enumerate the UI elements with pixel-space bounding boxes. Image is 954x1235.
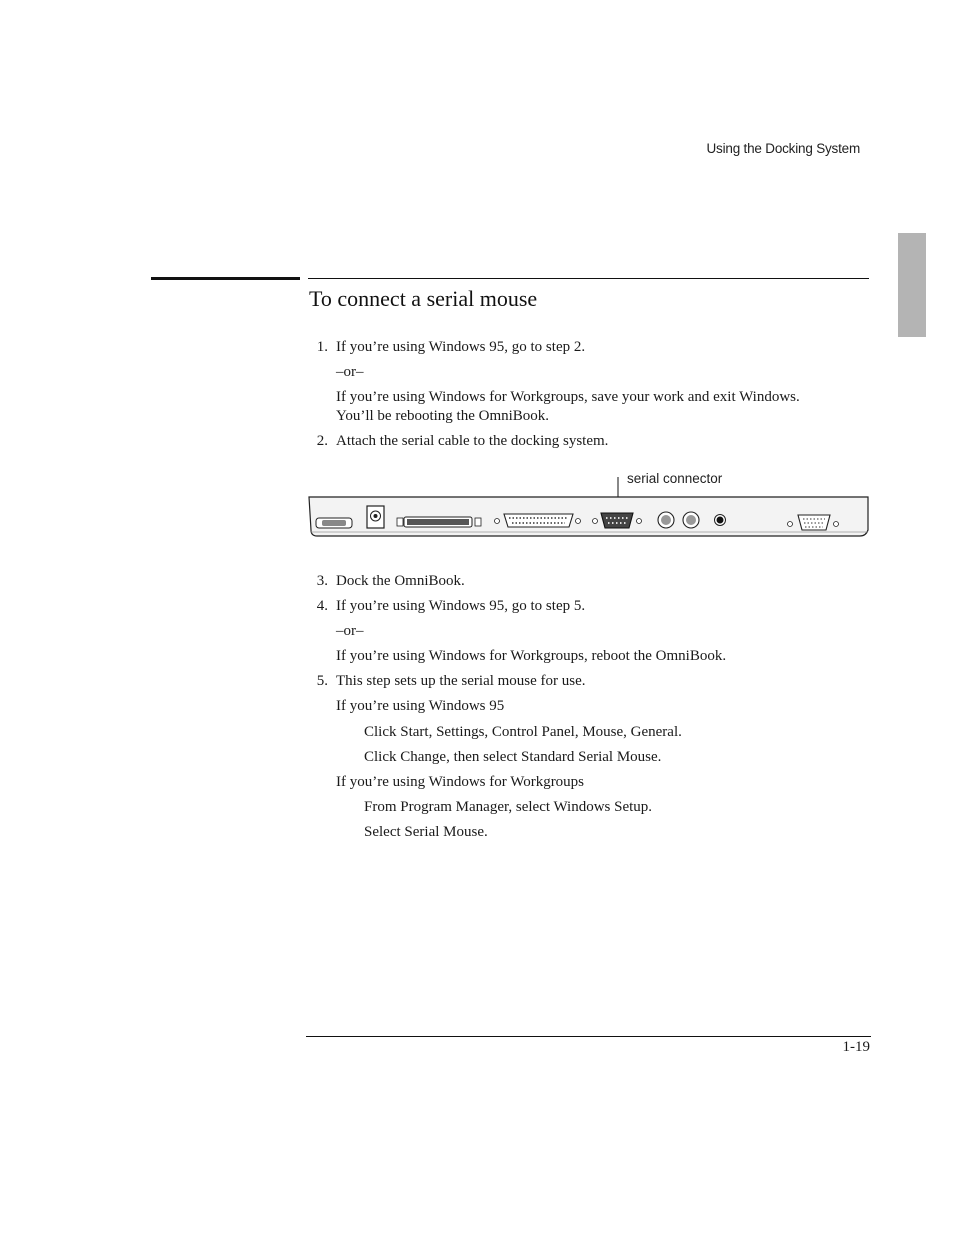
step-text: Dock the OmniBook. [336,573,465,589]
section-title: To connect a serial mouse [309,286,538,311]
step-alt-text: If you’re using Windows for Workgroups, save your work and exit Windows. [336,389,800,405]
sub-heading: If you’re using Windows for Workgroups [336,774,585,790]
page-number: 1-19 [842,1039,870,1055]
step-text: If you’re using Windows 95, go to step 2. [336,339,586,355]
or-separator: –or– [336,623,364,639]
running-header: Using the Docking System [706,141,860,156]
section-rule [308,278,869,279]
section-rule-left [151,277,300,280]
sub-step: Select Serial Mouse. [364,824,488,840]
parallel-port-icon [495,514,581,527]
ps2-port-icon [683,512,699,528]
step-number: 5. [316,673,328,689]
step-number: 1. [316,339,328,355]
audio-jack-icon [715,515,726,526]
step-text: Attach the serial cable to the docking system. [336,433,609,449]
footer-rule [306,1036,871,1037]
d-connector-icon [316,518,352,528]
power-jack-icon [367,506,384,528]
step-number: 2. [316,433,328,449]
figure-callout-label: serial connector [627,471,723,486]
step-text: If you’re using Windows 95, go to step 5. [336,598,586,614]
step-number: 4. [316,598,328,614]
chapter-thumb-tab [898,233,926,337]
step-number: 3. [316,573,328,589]
sub-step: Click Start, Settings, Control Panel, Mouse, General. [364,724,682,740]
docking-system-rear-panel-figure [308,474,870,540]
step-alt-text: You’ll be rebooting the OmniBook. [336,408,550,424]
ps2-port-icon [658,512,674,528]
rear-panel-outline [309,497,868,536]
sub-step: Click Change, then select Standard Serial Mouse. [364,749,662,765]
or-separator: –or– [336,364,364,380]
sub-heading: If you’re using Windows 95 [336,698,505,714]
expansion-connector-icon [397,517,481,527]
sub-step: From Program Manager, select Windows Setup. [364,799,653,815]
step-text: This step sets up the serial mouse for use. [336,673,586,689]
step-alt-text: If you’re using Windows for Workgroups, reboot the OmniBook. [336,648,727,664]
